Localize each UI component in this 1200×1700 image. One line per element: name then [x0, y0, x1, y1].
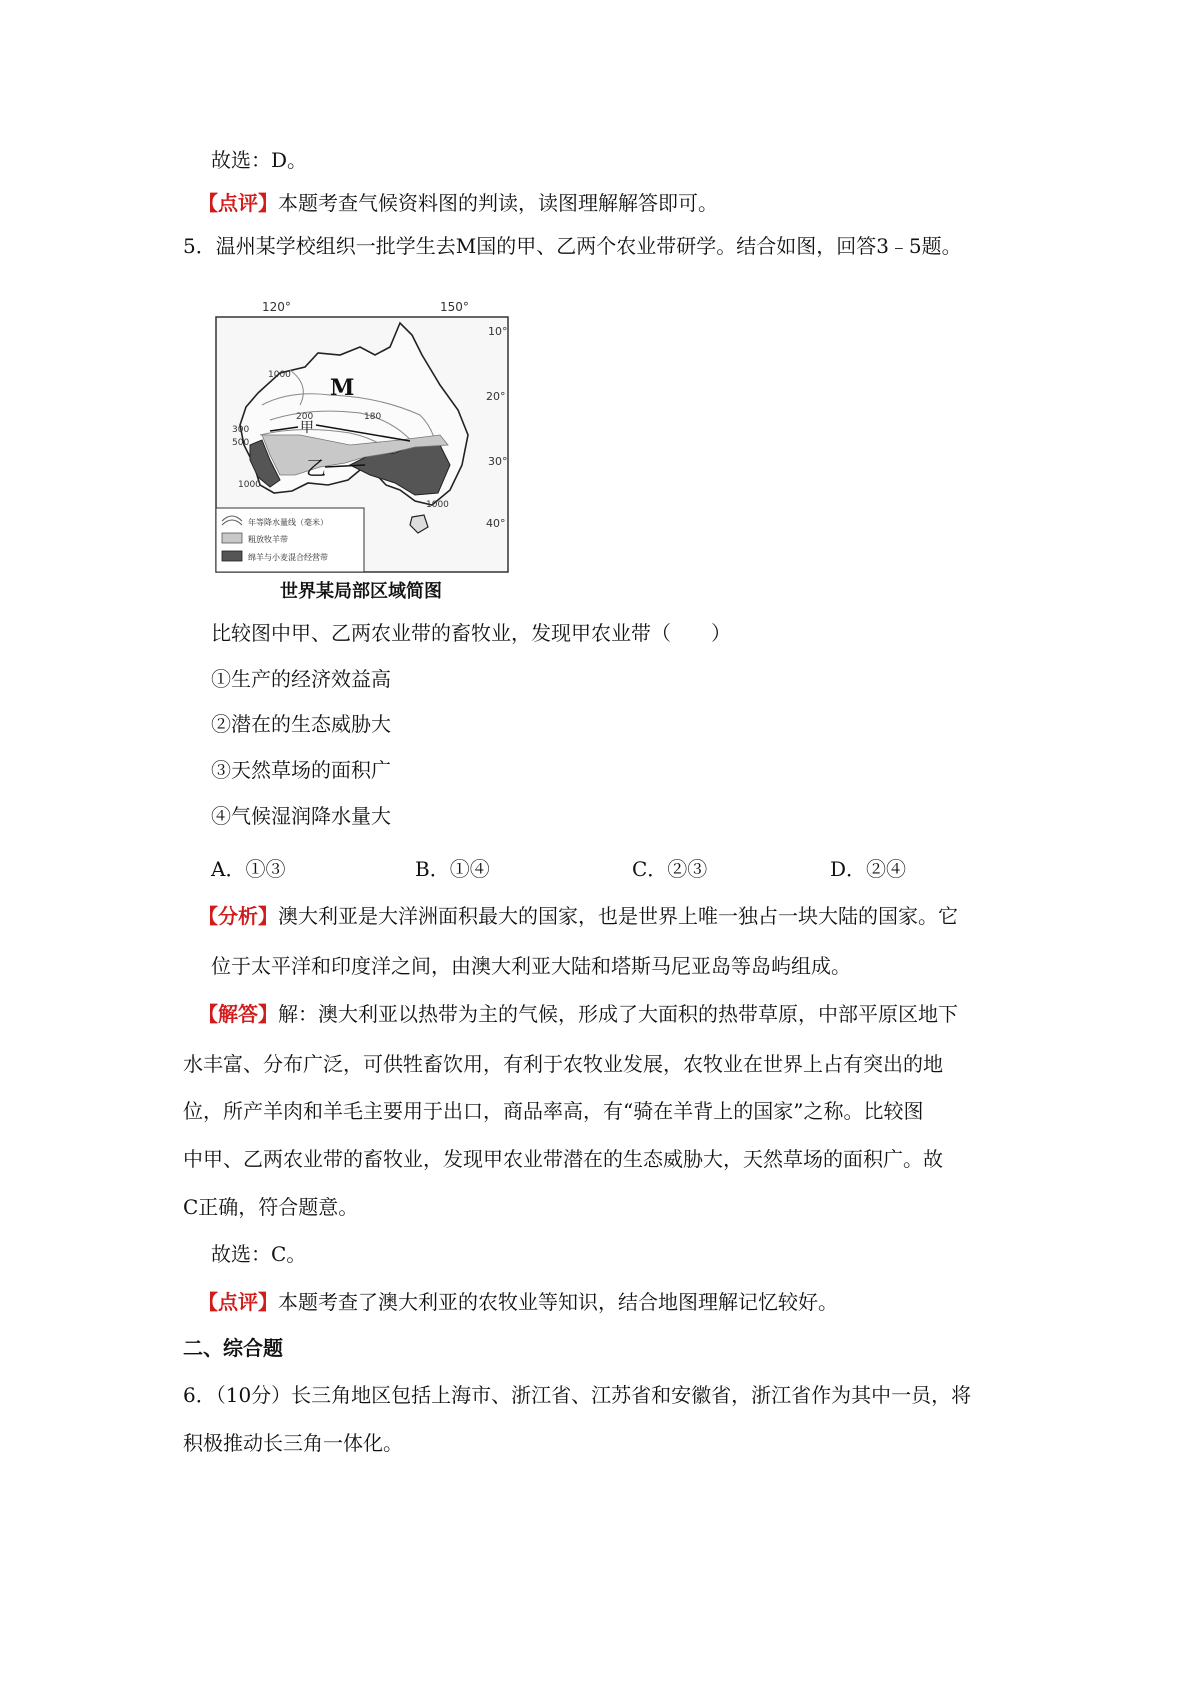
isohyet-value: 1000: [238, 480, 261, 490]
question-6-line-1: 6．（10分）长三角地区包括上海市、浙江省、江苏省和安徽省，浙江省作为其中一员，将: [183, 1383, 972, 1407]
solution-line-1: [198, 1000, 958, 1028]
isohyet-value: 500: [232, 438, 250, 448]
solution-text-1: 解：澳大利亚以热带为主的气候，形成了大面积的热带草原，中部平原区地下: [278, 1002, 958, 1026]
legend-grazing: 粗放牧羊带: [248, 535, 288, 544]
comment-tag: 【点评】: [198, 1290, 278, 1314]
choice-item-3: ③天然草场的面积广: [211, 758, 391, 782]
map-figure: [200, 295, 530, 605]
answer-line: 故选：C。: [211, 1242, 307, 1266]
legend-isohyet: 年等降水量线（毫米）: [248, 518, 328, 527]
analysis-line-2: 位于太平洋和印度洋之间，由澳大利亚大陆和塔斯马尼亚岛等岛屿组成。: [211, 954, 851, 978]
isohyet-value: 1000: [426, 500, 449, 510]
isohyet-value: 200: [296, 412, 314, 422]
lat-label-40: 40°: [486, 517, 506, 530]
isohyet-value: 300: [232, 425, 250, 435]
comment-text: 本题考查气候资料图的判读，读图理解解答即可。: [278, 191, 718, 215]
choice-item-1: ①生产的经济效益高: [211, 667, 391, 691]
choice-item-4: ④气候湿润降水量大: [211, 804, 391, 828]
belt-label-jia: 甲: [300, 420, 314, 436]
solution-line-5: C正确，符合题意。: [183, 1195, 359, 1219]
option-c: C．②③: [632, 857, 708, 881]
isohyet-value: 1000: [268, 370, 291, 380]
option-a: A．①③: [211, 857, 286, 881]
solution-tag: 【解答】: [198, 1002, 278, 1026]
solution-line-2: 水丰富、分布广泛，可供牲畜饮用，有利于农牧业发展，农牧业在世界上占有突出的地: [183, 1052, 943, 1076]
analysis-tag: 【分析】: [198, 904, 278, 928]
question-text: 比较图中甲、乙两农业带的畜牧业，发现甲农业带（ ）: [211, 621, 731, 645]
solution-line-3: 位，所产羊肉和羊毛主要用于出口，商品率高，有“骑在羊背上的国家”之称。比较图: [183, 1099, 924, 1123]
option-d: D．②④: [830, 857, 907, 881]
lat-label-20: 20°: [486, 390, 506, 403]
question-6-line-2: 积极推动长三角一体化。: [183, 1431, 403, 1455]
choice-item-2: ②潜在的生态威胁大: [211, 712, 391, 736]
belt-label-yi: 乙: [306, 456, 326, 480]
comment-line: [198, 1288, 838, 1316]
country-label-m: M: [330, 375, 355, 401]
lat-label-30: 30°: [488, 455, 508, 468]
section-title: 二、综合题: [183, 1336, 283, 1360]
answer-line-prev: 故选：D。: [211, 148, 308, 172]
comment-tag: 【点评】: [198, 191, 278, 215]
option-b: B．①④: [415, 857, 490, 881]
analysis-text-1: 澳大利亚是大洋洲面积最大的国家，也是世界上唯一独占一块大陆的国家。它: [278, 904, 958, 928]
comment-line-prev: [198, 189, 718, 217]
solution-line-4: 中甲、乙两农业带的畜牧业，发现甲农业带潜在的生态威胁大，天然草场的面积广。故: [183, 1147, 943, 1171]
question-5-stem: 5．温州某学校组织一批学生去M国的甲、乙两个农业带研学。结合如图，回答3﹣5题。: [183, 234, 962, 258]
lon-label-120: 120°: [262, 300, 291, 314]
analysis-line-1: [198, 902, 958, 930]
lon-label-150: 150°: [440, 300, 469, 314]
lat-label-10: 10°: [488, 325, 508, 338]
map-caption: 世界某局部区域简图: [280, 581, 442, 602]
isohyet-value: 180: [364, 412, 382, 422]
legend-mixed: 绵羊与小麦混合经营带: [248, 553, 328, 562]
comment-text: 本题考查了澳大利亚的农牧业等知识，结合地图理解记忆较好。: [278, 1290, 838, 1314]
